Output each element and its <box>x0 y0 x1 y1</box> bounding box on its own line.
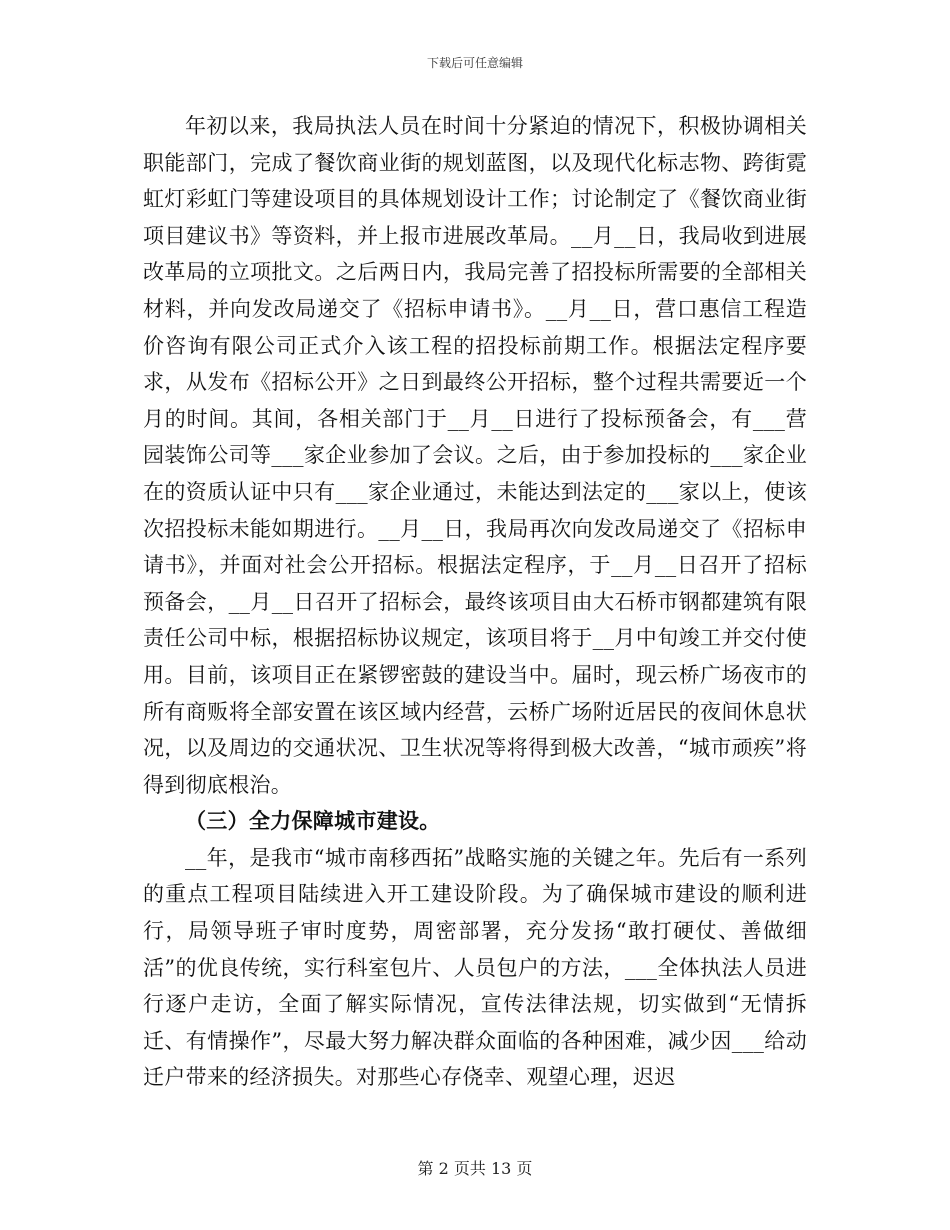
header-note: 下载后可任意编辑 <box>426 56 523 70</box>
body-paragraph-2: __年，是我市“城市南移西拓”战略实施的关键之年。先后有一系列的重点工程项目陆续进入开工建设阶段。为了确保城市建设的顺利进行，局领导班子审时度势，周密部署，充分发扬“敢打硬仗、善做细活”的优良传统，实行科室包片、人员包户的方法，___全体执法人员进行逐户走访，全面了解实际情况，宣传法律法规，切实做到“无情拆迁、有情操作”，尽最大努力解决群众面临的各种困难，减少因___给动迁户带来的经济损失。对那些心存侥幸、观望心理，迟迟 <box>143 845 807 1090</box>
section-heading: （三）全力保障城市建设。 <box>185 808 441 834</box>
page-number: 第 2 页共 13 页 <box>417 1159 533 1178</box>
document-body <box>143 108 807 1096</box>
body-paragraph-1: 年初以来，我局执法人员在时间十分紧迫的情况下，积极协调相关职能部门，完成了餐饮商业街的规划蓝图，以及现代化标志物、跨街霓虹灯彩虹门等建设项目的具体规划设计工作；讨论制定了《餐饮商业街项目建议书》等资料，并上报市进展改革局。__月__日，我局收到进展改革局的立项批文。之后两日内，我局完善了招投标所需要的全部相关材料，并向发改局递交了《招标申请书》。__月__日，营口惠信工程造价咨询有限公司正式介入该工程的招投标前期工作。根据法定程序要求，从发布《招标公开》之日到最终公开招标，整个过程共需要近一个月的时间。其间，各相关部门于__月__日进行了投标预备会，有___营园装饰公司等___家企业参加了会议。之后，由于参加投标的___家企业在的资质认证中只有___家企业通过，未能达到法定的___家以上，使该次招投标未能如期进行。__月__日，我局再次向发改局递交了《招标申请书》，并面对社会公开招标。根据法定程序，于__月__日召开了招标预备会，__月__日召开了招标会，最终该项目由大石桥市钢都建筑有限责任公司中标，根据招标协议规定，该项目将于__月中旬竣工并交付使用。目前，该项目正在紧锣密鼓的建设当中。届时，现云桥广场夜市的所有商贩将全部安置在该区域内经营，云桥广场附近居民的夜间休息状况，以及周边的交通状况、卫生状况等将得到极大改善，“城市顽疾”将得到彻底根治。 <box>143 114 807 797</box>
